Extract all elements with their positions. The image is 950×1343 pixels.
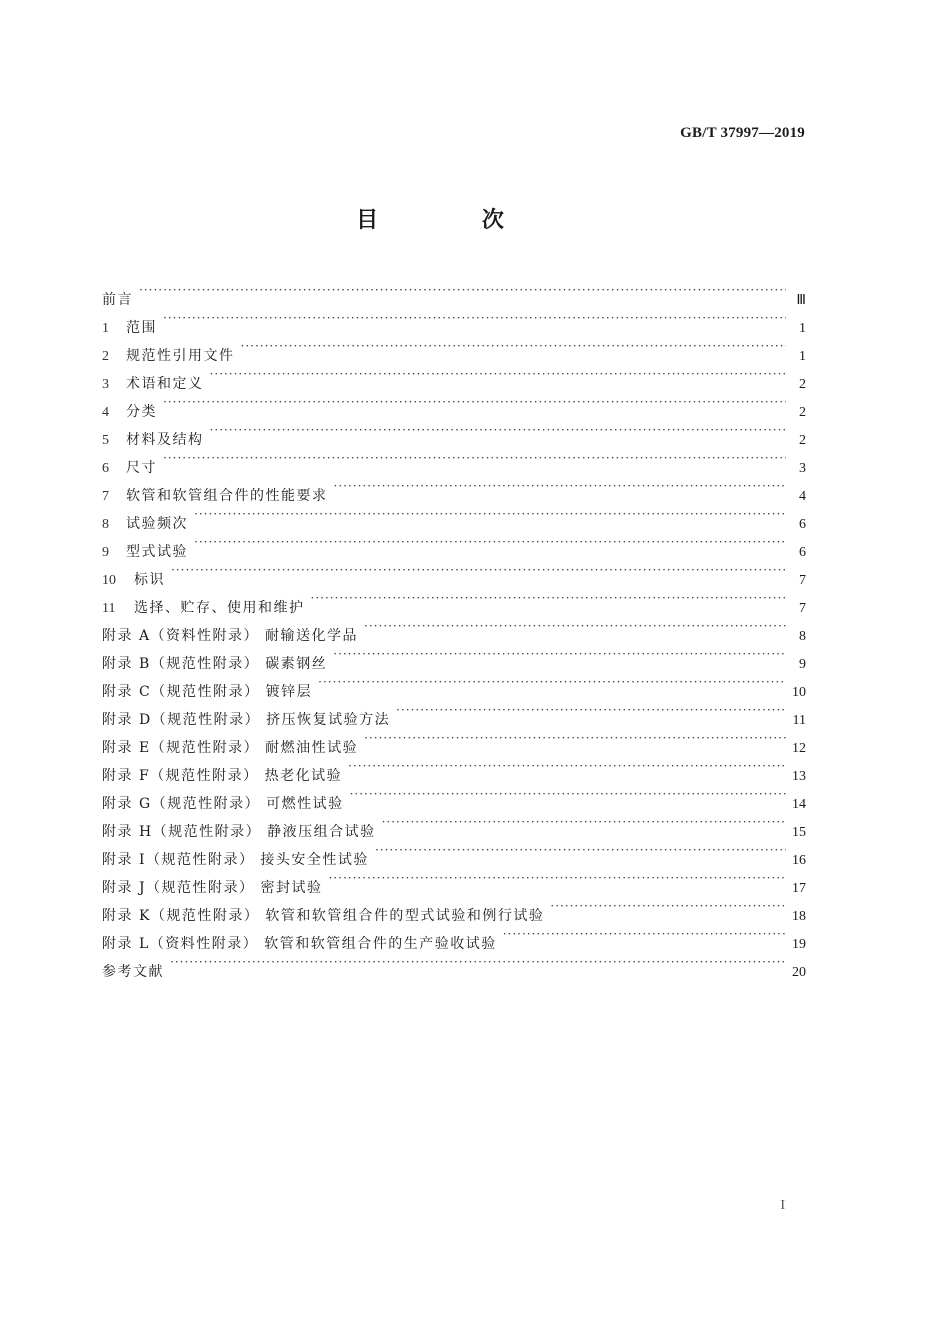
toc-leader-dots — [194, 528, 786, 556]
toc-entry-number: 2 — [102, 349, 109, 364]
page-title: 目 次 — [356, 208, 552, 233]
toc-entry-4[interactable] — [102, 388, 806, 420]
page-number: I — [780, 1198, 785, 1213]
toc-entry-5[interactable] — [102, 416, 806, 448]
toc-entry-label: 软管和软管组合件的性能要求 — [126, 488, 328, 504]
toc-leader-dots — [171, 556, 786, 584]
toc-entry-label: 附录 A（资料性附录） 耐输送化学品 — [102, 628, 359, 644]
toc-entry-label: 附录 K（规范性附录） 软管和软管组合件的型式试验和例行试验 — [102, 908, 545, 924]
toc-entry-page: 7 — [799, 601, 806, 616]
toc-leader-dots — [334, 472, 787, 500]
toc-entry-label: 术语和定义 — [126, 376, 204, 392]
toc-entry-number: 10 — [102, 573, 116, 588]
toc-entry-label: 参考文献 — [102, 964, 164, 980]
toc-entry-page: 15 — [792, 825, 806, 840]
toc-entry-number: 5 — [102, 433, 109, 448]
toc-entry-7[interactable] — [102, 472, 806, 504]
toc-entry-label: 附录 H（规范性附录） 静液压组合试验 — [102, 824, 376, 840]
toc-entry-label: 附录 C（规范性附录） 镀锌层 — [102, 684, 313, 700]
toc-entry-8[interactable] — [102, 500, 806, 532]
toc-leader-dots — [241, 332, 787, 360]
table-of-contents — [102, 276, 806, 980]
toc-entry-number: 3 — [102, 377, 109, 392]
toc-entry-number: 9 — [102, 545, 109, 560]
toc-leader-dots — [163, 444, 786, 472]
toc-entry-references[interactable] — [102, 948, 806, 980]
toc-leader-dots — [163, 388, 786, 416]
toc-leader-dots — [396, 696, 786, 724]
toc-entry-label: 选择、贮存、使用和维护 — [134, 600, 305, 616]
toc-entry-page: 19 — [792, 937, 806, 952]
toc-entry-label: 型式试验 — [126, 544, 188, 560]
toc-entry-page: 4 — [799, 489, 806, 504]
toc-entry-page: 10 — [792, 685, 806, 700]
toc-leader-dots — [550, 892, 786, 920]
toc-entry-label: 附录 F（规范性附录） 热老化试验 — [102, 768, 343, 784]
toc-entry-page: 8 — [799, 629, 806, 644]
toc-entry-page: 13 — [792, 769, 806, 784]
toc-entry-page: 17 — [792, 881, 806, 896]
standard-number: GB/T 37997—2019 — [680, 125, 805, 141]
toc-entry-page: 11 — [792, 713, 806, 728]
toc-entry-page: 20 — [792, 965, 806, 980]
toc-entry-10[interactable] — [102, 556, 806, 588]
toc-leader-dots — [311, 584, 787, 612]
toc-entry-page: 6 — [799, 517, 806, 532]
toc-entry-page: 2 — [799, 433, 806, 448]
toc-entry-preface[interactable] — [102, 276, 806, 308]
toc-leader-dots — [348, 752, 786, 780]
toc-entry-label: 尺寸 — [126, 460, 157, 476]
toc-leader-dots — [163, 304, 786, 332]
toc-leader-dots — [194, 500, 786, 528]
toc-entry-2[interactable] — [102, 332, 806, 364]
toc-entry-label: 前言 — [102, 292, 133, 308]
toc-leader-dots — [329, 864, 786, 892]
toc-leader-dots — [382, 808, 786, 836]
toc-entry-page: 18 — [792, 909, 806, 924]
toc-entry-page: 7 — [799, 573, 806, 588]
toc-leader-dots — [210, 360, 787, 388]
toc-entry-number: 7 — [102, 489, 109, 504]
toc-leader-dots — [364, 612, 786, 640]
toc-entry-label: 试验频次 — [126, 516, 188, 532]
toc-entry-6[interactable] — [102, 444, 806, 476]
toc-entry-page: 14 — [792, 797, 806, 812]
toc-entry-page: 2 — [799, 377, 806, 392]
toc-entry-label: 附录 J（规范性附录） 密封试验 — [102, 880, 323, 896]
toc-entry-label: 附录 G（规范性附录） 可燃性试验 — [102, 796, 344, 812]
toc-entry-label: 附录 I（规范性附录） 接头安全性试验 — [102, 852, 369, 868]
toc-entry-label: 附录 D（规范性附录） 挤压恢复试验方法 — [102, 712, 391, 728]
toc-entry-1[interactable] — [102, 304, 806, 336]
toc-entry-label: 范围 — [126, 320, 157, 336]
toc-entry-page: Ⅲ — [796, 293, 806, 308]
toc-leader-dots — [170, 948, 786, 976]
toc-entry-label: 附录 E（规范性附录） 耐燃油性试验 — [102, 740, 359, 756]
toc-entry-number: 1 — [102, 321, 109, 336]
toc-entry-page: 3 — [799, 461, 806, 476]
toc-leader-dots — [333, 640, 786, 668]
toc-leader-dots — [350, 780, 786, 808]
toc-entry-page: 1 — [799, 321, 806, 336]
toc-entry-number: 6 — [102, 461, 109, 476]
toc-entry-9[interactable] — [102, 528, 806, 560]
toc-entry-number: 11 — [102, 601, 116, 616]
toc-entry-page: 2 — [799, 405, 806, 420]
toc-entry-number: 8 — [102, 517, 109, 532]
toc-leader-dots — [375, 836, 786, 864]
toc-entry-label: 材料及结构 — [126, 432, 204, 448]
toc-leader-dots — [210, 416, 787, 444]
toc-entry-11[interactable] — [102, 584, 806, 616]
toc-leader-dots — [503, 920, 786, 948]
toc-entry-page: 1 — [799, 349, 806, 364]
toc-entry-page: 16 — [792, 853, 806, 868]
toc-entry-page: 9 — [799, 657, 806, 672]
toc-entry-number: 4 — [102, 405, 109, 420]
toc-leader-dots — [364, 724, 786, 752]
toc-entry-label: 附录 B（规范性附录） 碳素钢丝 — [102, 656, 328, 672]
toc-entry-label: 规范性引用文件 — [126, 348, 235, 364]
toc-leader-dots — [318, 668, 786, 696]
toc-entry-label: 分类 — [126, 404, 157, 420]
toc-entry-label: 附录 L（资料性附录） 软管和软管组合件的生产验收试验 — [102, 936, 497, 952]
toc-entry-label: 标识 — [134, 572, 165, 588]
toc-entry-page: 6 — [799, 545, 806, 560]
toc-leader-dots — [139, 276, 786, 304]
toc-entry-page: 12 — [792, 741, 806, 756]
